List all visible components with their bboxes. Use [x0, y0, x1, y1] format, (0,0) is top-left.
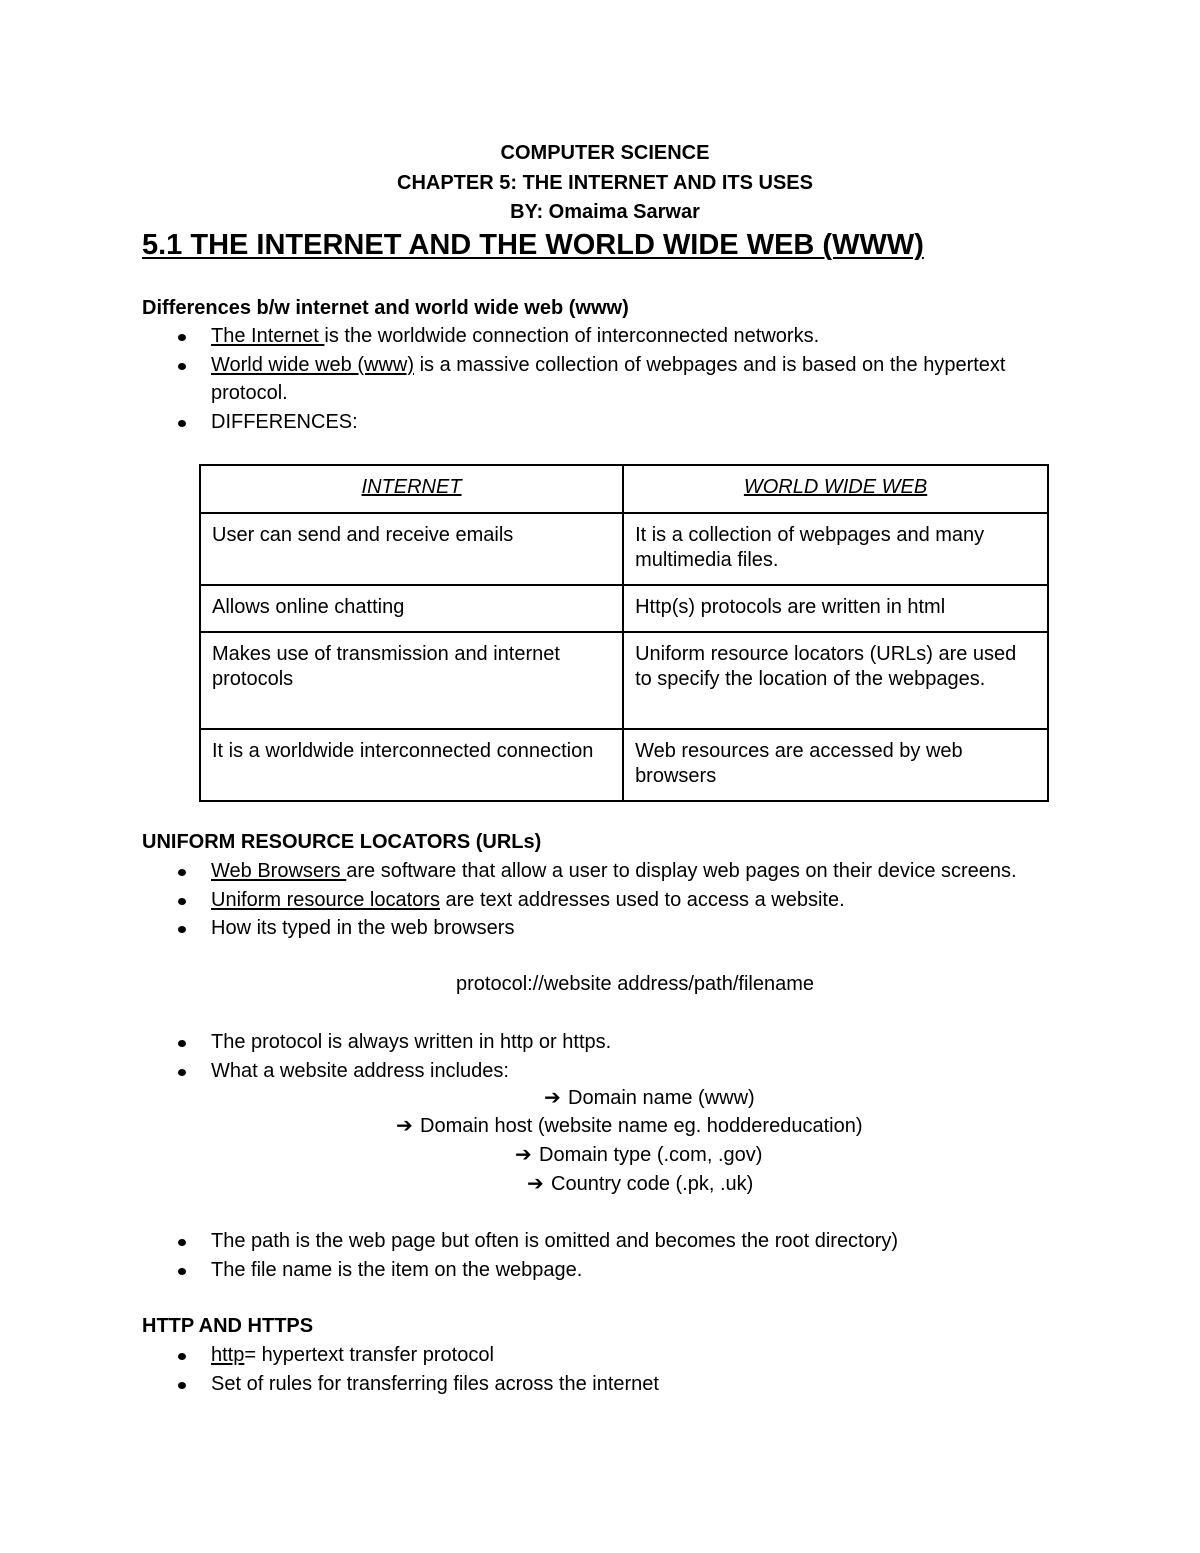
- list-item: How its typed in the web browsers: [178, 914, 1058, 943]
- table-row: [200, 632, 1048, 729]
- bullet-icon: [178, 1382, 186, 1389]
- bullet-icon: [178, 420, 186, 427]
- differences-table: [199, 464, 1049, 802]
- section-title: 5.1 THE INTERNET AND THE WORLD WIDE WEB (WWW): [142, 229, 924, 261]
- arrow-icon: ➔: [396, 1115, 413, 1137]
- table-cell: Makes use of transmission and internet protocols: [200, 632, 623, 729]
- bullet-icon: [178, 363, 186, 370]
- list-item: The Internet is the worldwide connection of interconnected networks.: [178, 322, 1058, 351]
- table-cell: User can send and receive emails: [200, 513, 623, 585]
- http-heading: HTTP AND HTTPS: [142, 1315, 314, 1337]
- urls-list-3: [178, 1227, 1058, 1284]
- table-header-row: [200, 465, 1048, 513]
- bullet-icon: [178, 1353, 186, 1360]
- table-cell: Allows online chatting: [200, 585, 623, 632]
- list-item: The path is the web page but often is omitted and becomes the root directory): [178, 1227, 1058, 1256]
- bullet-icon: [178, 1268, 186, 1275]
- arrow-icon: ➔: [527, 1173, 544, 1195]
- arrow-icon: ➔: [515, 1144, 532, 1166]
- list-item: Web Browsers are software that allow a user to display web pages on their device screens.: [178, 857, 1058, 886]
- subject-title: COMPUTER SCIENCE: [500, 142, 710, 164]
- table-row: [200, 729, 1048, 801]
- address-part-item: ➔ Domain name (www): [544, 1084, 755, 1112]
- chapter-title: CHAPTER 5: THE INTERNET AND ITS USES: [397, 172, 813, 194]
- list-item: DIFFERENCES:: [178, 408, 1058, 437]
- bullet-icon: [178, 1239, 186, 1246]
- table-cell: It is a collection of webpages and many multimedia files.: [623, 513, 1048, 585]
- address-part-item: ➔ Domain host (website name eg. hoddereducation): [396, 1112, 862, 1140]
- urls-list-2: [178, 1028, 1058, 1085]
- table-cell: Uniform resource locators (URLs) are used to specify the location of the webpages.: [623, 632, 1048, 729]
- differences-list: [178, 322, 1058, 436]
- list-item: The file name is the item on the webpage.: [178, 1256, 1058, 1285]
- bullet-icon: [178, 1040, 186, 1047]
- bullet-icon: [178, 898, 186, 905]
- header-www: WORLD WIDE WEB: [623, 465, 1048, 513]
- address-part-item: ➔ Country code (.pk, .uk): [527, 1170, 753, 1198]
- bullet-icon: [178, 926, 186, 933]
- table-row: [200, 513, 1048, 585]
- table-cell: Web resources are accessed by web browsers: [623, 729, 1048, 801]
- address-part-item: ➔ Domain type (.com, .gov): [515, 1141, 762, 1169]
- table-cell: Http(s) protocols are written in html: [623, 585, 1048, 632]
- urls-list: [178, 857, 1058, 943]
- list-item: http= hypertext transfer protocol: [178, 1341, 1058, 1370]
- bullet-icon: [178, 869, 186, 876]
- header-internet: INTERNET: [200, 465, 623, 513]
- arrow-icon: ➔: [544, 1087, 561, 1109]
- differences-heading: Differences b/w internet and world wide web (www): [142, 297, 629, 319]
- author-line: BY: Omaima Sarwar: [510, 201, 700, 223]
- list-item: World wide web (www) is a massive collection of webpages and is based on the hypertext protocol.: [178, 351, 1058, 408]
- list-item: Set of rules for transferring files across the internet: [178, 1370, 1058, 1399]
- list-item: What a website address includes:: [178, 1057, 1058, 1086]
- url-format: protocol://website address/path/filename: [456, 973, 814, 995]
- bullet-icon: [178, 1069, 186, 1076]
- http-list: [178, 1341, 1058, 1398]
- list-item: The protocol is always written in http or https.: [178, 1028, 1058, 1057]
- list-item: Uniform resource locators are text addresses used to access a website.: [178, 886, 1058, 915]
- bullet-icon: [178, 334, 186, 341]
- table-cell: It is a worldwide interconnected connection: [200, 729, 623, 801]
- urls-heading: UNIFORM RESOURCE LOCATORS (URLs): [142, 831, 542, 853]
- table-row: [200, 585, 1048, 632]
